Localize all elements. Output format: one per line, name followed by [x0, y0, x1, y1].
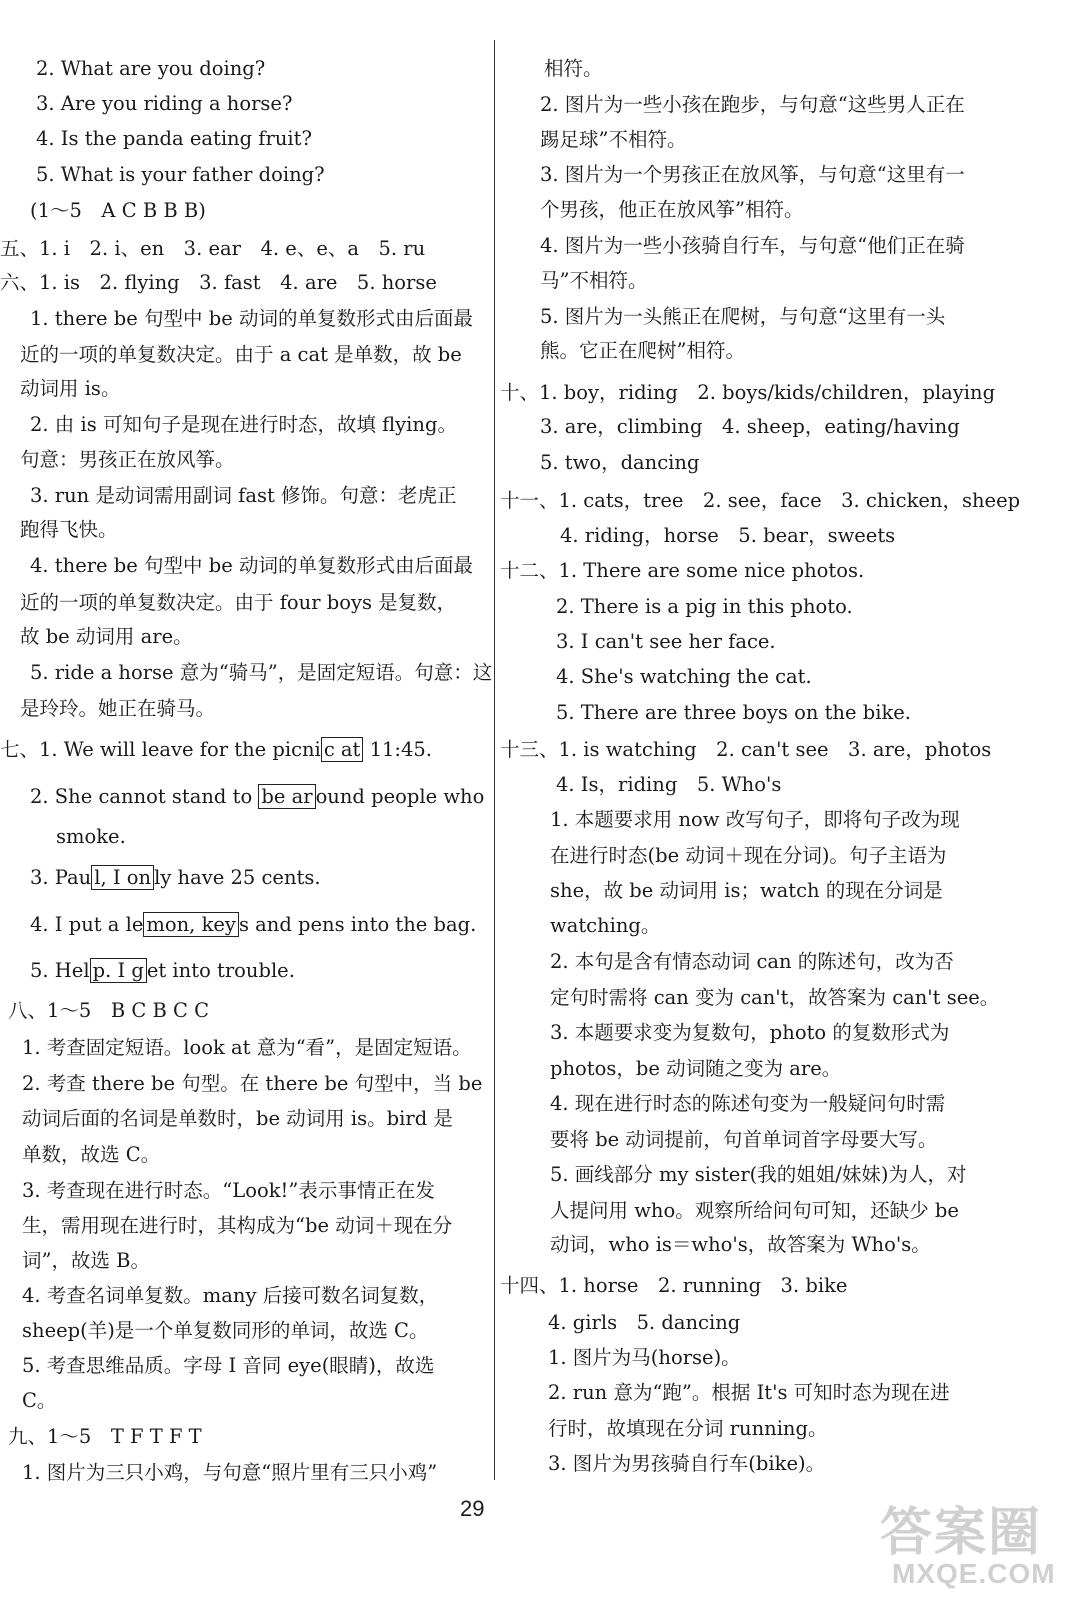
right-line: 5. two，dancing: [540, 451, 700, 474]
left-line: [30, 784, 484, 810]
line-text: 2. She cannot stand to: [30, 785, 259, 808]
left-line: 1. 考查固定短语。look at 意为“看”，是固定短语。: [22, 1036, 472, 1059]
right-line: 4. riding，horse 5. bear，sweets: [560, 524, 896, 547]
left-line: 九、1～5 T F T F T: [8, 1425, 202, 1448]
right-line: 定句时需将 can 变为 can't，故答案为 can't see。: [550, 986, 1000, 1009]
left-line: (1～5 A C B B B): [30, 199, 206, 222]
right-line: 十二、1. There are some nice photos.: [500, 559, 865, 582]
right-line: 要将 be 动词提前，句首单词首字母要大写。: [550, 1128, 938, 1151]
left-line: 单数，故选 C。: [22, 1143, 161, 1166]
left-line: 3. Are you riding a horse?: [36, 92, 293, 115]
left-line: 5. ride a horse 意为“骑马”，是固定短语。句意：这: [30, 661, 493, 684]
watermark: [880, 1490, 1066, 1600]
right-line: 3. 图片为一个男孩正在放风筝，与句意“这里有一: [540, 163, 965, 186]
left-line: 词”，故选 B。: [22, 1249, 150, 1272]
line-text: 3. Pau: [30, 866, 92, 889]
page-number: 29: [460, 1496, 485, 1521]
right-line: 动词，who is＝who's，故答案为 Who's。: [550, 1233, 931, 1256]
line-text: ly have 25 cents.: [154, 866, 321, 889]
left-line: 句意：男孩正在放风筝。: [20, 448, 235, 471]
left-line: 3. 考查现在进行时态。“Look!”表示事情正在发: [22, 1179, 435, 1202]
left-line: 3. run 是动词需用副词 fast 修饰。句意：老虎正: [30, 484, 457, 507]
boxed-answer: c at: [321, 737, 364, 762]
left-line: 近的一项的单复数决定。由于 a cat 是单数，故 be: [20, 343, 462, 366]
right-line: 个男孩，他正在放风筝”相符。: [540, 198, 804, 221]
right-line: 踢足球”不相符。: [540, 128, 687, 151]
left-line: 动词用 is。: [20, 377, 121, 400]
left-line: 4. there be 句型中 be 动词的单复数形式由后面最: [30, 554, 473, 577]
right-line: 4. She's watching the cat.: [556, 665, 812, 688]
left-line: 五、1. i 2. i、en 3. ear 4. e、e、a 5. ru: [0, 237, 426, 260]
right-line: 3. 图片为男孩骑自行车(bike)。: [548, 1452, 826, 1475]
left-line: 六、1. is 2. flying 3. fast 4. are 5. horse: [0, 271, 437, 294]
right-line: 十三、1. is watching 2. can't see 3. are，photos: [500, 738, 992, 761]
right-line: 十四、1. horse 2. running 3. bike: [500, 1274, 848, 1297]
line-text: 5. Hel: [30, 959, 90, 982]
right-line: 4. Is，riding 5. Who's: [556, 773, 782, 796]
left-line: 1. there be 句型中 be 动词的单复数形式由后面最: [30, 307, 473, 330]
right-line: 十、1. boy，riding 2. boys/kids/children，playing: [500, 381, 996, 404]
left-line: 是玲玲。她正在骑马。: [20, 697, 216, 720]
left-line: 1. 图片为三只小鸡，与句意“照片里有三只小鸡”: [22, 1461, 438, 1484]
right-line: 5. 画线部分 my sister(我的姐姐/妹妹)为人，对: [550, 1163, 967, 1186]
right-line: 4. girls 5. dancing: [548, 1311, 741, 1334]
right-line: 十一、1. cats，tree 2. see，face 3. chicken，sheep: [500, 489, 1021, 512]
right-line: 3. are，climbing 4. sheep，eating/having: [540, 415, 960, 438]
right-line: 行时，故填现在分词 running。: [548, 1417, 828, 1440]
line-text: 七、1. We will leave for the picni: [0, 738, 321, 761]
watermark-url: MXQE.COM: [892, 1558, 1056, 1589]
left-line: sheep(羊)是一个单复数同形的单词，故选 C。: [22, 1319, 429, 1342]
boxed-answer: mon, key: [143, 912, 239, 937]
line-text: et into trouble.: [146, 959, 295, 982]
right-line: 相符。: [544, 57, 603, 80]
boxed-answer: l, I on: [91, 865, 154, 890]
right-line: 4. 现在进行时态的陈述句变为一般疑问句时需: [550, 1092, 946, 1115]
right-line: watching。: [550, 914, 661, 937]
right-line: 马”不相符。: [540, 269, 648, 292]
left-line: [30, 958, 295, 984]
left-line: 2. 考查 there be 句型。在 there be 句型中，当 be: [22, 1072, 483, 1095]
right-line: 4. 图片为一些小孩骑自行车，与句意“他们正在骑: [540, 234, 965, 257]
line-text: 4. I put a le: [30, 913, 144, 936]
line-text: 11:45.: [363, 738, 432, 761]
left-line: 故 be 动词用 are。: [20, 625, 193, 648]
right-line: 5. 图片为一头熊正在爬树，与句意“这里有一头: [540, 305, 946, 328]
right-line: 2. 本句是含有情态动词 can 的陈述句，改为否: [550, 950, 954, 973]
left-line: smoke.: [56, 825, 126, 848]
right-line: 2. run 意为“跑”。根据 It's 可知时态为现在进: [548, 1381, 950, 1404]
line-text: ound people who: [315, 785, 485, 808]
boxed-answer: be ar: [258, 784, 315, 809]
left-line: 跑得飞快。: [20, 518, 118, 541]
left-line: 动词后面的名词是单数时，be 动词用 is。bird 是: [22, 1107, 453, 1130]
left-line: 4. 考查名词单复数。many 后接可数名词复数，: [22, 1284, 439, 1307]
right-line: photos，be 动词随之变为 are。: [550, 1057, 842, 1080]
right-line: 在进行时态(be 动词＋现在分词)。句子主语为: [550, 844, 947, 867]
right-line: 人提问用 who。观察所给问句可知，还缺少 be: [550, 1199, 959, 1222]
left-line: 2. 由 is 可知句子是现在进行时态，故填 flying。: [30, 413, 457, 436]
left-line: 生，需用现在进行时，其构成为“be 动词＋现在分: [22, 1214, 453, 1237]
left-line: 5. 考查思维品质。字母 I 音同 eye(眼睛)，故选: [22, 1354, 435, 1377]
left-line: 八、1～5 B C B C C: [8, 999, 210, 1022]
right-line: 3. I can't see her face.: [556, 630, 776, 653]
boxed-answer: p. I g: [90, 958, 147, 983]
right-line: 1. 本题要求用 now 改写句子，即将句子改为现: [550, 808, 960, 831]
right-line: 5. There are three boys on the bike.: [556, 701, 911, 724]
left-line: 近的一项的单复数决定。由于 four boys 是复数，: [20, 591, 457, 614]
right-line: she，故 be 动词用 is；watch 的现在分词是: [550, 879, 943, 902]
right-line: 3. 本题要求变为复数句，photo 的复数形式为: [550, 1021, 950, 1044]
left-line: [30, 912, 476, 938]
right-line: 2. 图片为一些小孩在跑步，与句意“这些男人正在: [540, 93, 965, 116]
left-line: [30, 865, 321, 891]
column-divider: [494, 40, 495, 1480]
left-line: 4. Is the panda eating fruit?: [36, 127, 312, 150]
left-line: 2. What are you doing?: [36, 57, 266, 80]
line-text: s and pens into the bag.: [238, 913, 477, 936]
watermark-logo: 答案圈: [880, 1504, 1043, 1562]
right-line: 1. 图片为马(horse)。: [548, 1346, 741, 1369]
left-line: [0, 737, 432, 763]
left-line: C。: [22, 1389, 57, 1412]
left-line: 5. What is your father doing?: [36, 163, 325, 186]
right-line: 熊。它正在爬树”相符。: [540, 339, 745, 362]
right-line: 2. There is a pig in this photo.: [556, 595, 853, 618]
